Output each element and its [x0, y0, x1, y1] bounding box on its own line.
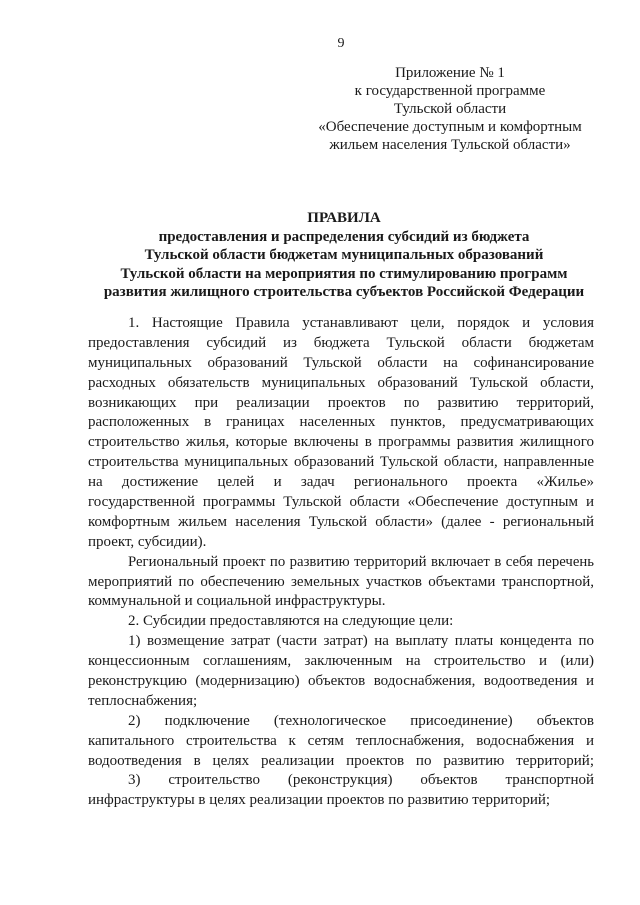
text-line: проект, субсидии). — [88, 533, 207, 550]
text-line: 3) строительство (реконструкция) объектов транспортной — [128, 772, 594, 789]
text-line: реконструкцию (модернизацию) объектов водоснабжения, водоотведения и — [88, 673, 594, 690]
text-line: возникающих при реализации проектов по развитию территорий, — [88, 394, 594, 411]
title-line: предоставления и распределения субсидий из бюджета — [158, 228, 530, 245]
text-line: на достижение целей и задач регионального проекта «Жилье» — [88, 474, 594, 491]
title-heading: ПРАВИЛА — [307, 210, 381, 226]
page-number: 9 — [337, 36, 345, 51]
text-line: 1. Настоящие Правила устанавливают цели, порядок и условия — [128, 315, 594, 331]
text-line: 1) возмещение затрат (части затрат) на выплату платы концедента по — [128, 633, 594, 650]
appendix-line: Приложение № 1 — [395, 65, 505, 81]
text-line: расходных обязательств муниципальных образований Тульской области, — [88, 374, 594, 391]
text-line: коммунальной и социальной инфраструктуры. — [88, 593, 386, 610]
appendix-line: Тульской области — [393, 101, 507, 117]
text-line: государственной программы Тульской области «Обеспечение доступным и — [88, 494, 594, 511]
title-line: развития жилищного строительства субъектов Российской Федерации — [103, 284, 585, 300]
text-line: строительства муниципальных образований Тульской области, направленные — [88, 454, 594, 471]
title-line: Тульской области бюджетам муниципальных образований — [144, 247, 544, 263]
text-line: 2) подключение (технологическое присоединение) объектов — [128, 712, 594, 729]
text-line: капитального строительства к сетям теплоснабжения, водоснабжения и — [88, 732, 594, 749]
appendix-line: «Обеспечение доступным и комфортным — [318, 119, 582, 135]
appendix-line: к государственной программе — [354, 83, 546, 99]
text-line: мероприятий по обеспечению земельных участков объектами транспортной, — [88, 573, 594, 590]
text-line: расположенных в границах населенных пунктов, предусматривающих — [88, 414, 594, 431]
text-line: комфортным жильем населения Тульской области» (далее - региональный — [88, 513, 594, 530]
document-title — [88, 209, 600, 302]
text-line: предоставления субсидий из бюджета Тульской области бюджетам — [88, 334, 594, 351]
appendix-line: жильем населения Тульской области» — [329, 137, 571, 153]
text-line: 2. Субсидии предоставляются на следующие цели: — [128, 613, 454, 630]
text-line: Региональный проект по развитию территорий включает в себя перечень — [128, 553, 594, 570]
text-line: теплоснабжения; — [88, 692, 198, 709]
text-line: инфраструктуры в целях реализации проектов по развитию территорий; — [88, 792, 551, 809]
text-line: муниципальных образований Тульской области на софинансирование — [88, 354, 594, 371]
text-line: водоотведения в целях реализации проектов по развитию территорий; — [88, 752, 594, 769]
title-line: Тульской области на мероприятия по стимулированию программ — [120, 265, 568, 282]
appendix-block — [290, 64, 610, 154]
document-body — [88, 314, 594, 811]
text-line: концессионным соглашениям, заключенным на строительство и (или) — [88, 653, 594, 670]
text-line: строительство жилья, которые включены в программы развития жилищного — [88, 434, 594, 451]
